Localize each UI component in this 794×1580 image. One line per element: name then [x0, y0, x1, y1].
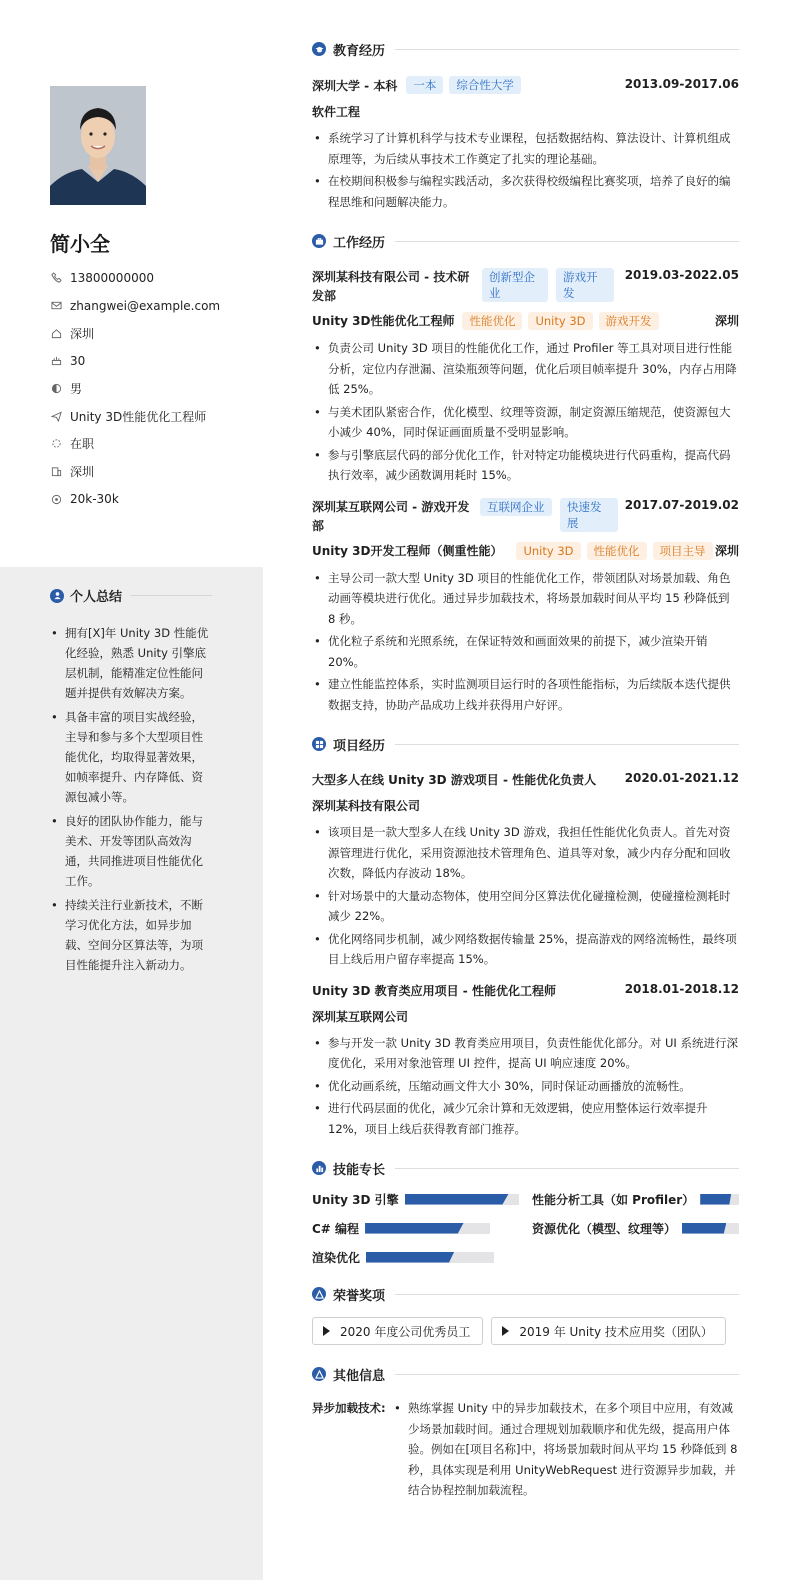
project-bullets — [312, 822, 739, 970]
education-entry — [312, 76, 739, 94]
play-icon — [323, 1326, 330, 1336]
work-header — [312, 230, 739, 252]
skill-bar — [682, 1223, 739, 1234]
other-entry — [312, 1398, 739, 1501]
skill-name: C# 编程 — [312, 1221, 360, 1236]
summary-header — [50, 586, 212, 605]
list-item: • 系统学习了计算机科学与技术专业课程，包括数据结构、算法设计、计算机组成原理等，为后续从事技术工作奠定了扎实的理论基础。 — [312, 128, 739, 169]
building-icon — [50, 466, 62, 478]
list-item: • 在校期间积极参与编程实践活动，多次获得校级编程比赛奖项，培养了良好的编程思维和问题解决能力。 — [312, 171, 739, 212]
school-name: 深圳大学 - 本科 — [312, 79, 398, 93]
other-title: 其他信息 — [333, 1368, 386, 1384]
awards-header — [312, 1283, 739, 1305]
project-header — [312, 982, 739, 999]
project-company: 深圳某科技有限公司 — [312, 799, 421, 813]
summary-section — [50, 586, 212, 979]
company-tag: 创新型企业 — [482, 268, 548, 302]
job-entry — [312, 268, 739, 486]
award-text: 2020 年度公司优秀员工 — [340, 1324, 471, 1339]
projects-header — [312, 733, 739, 755]
user-icon — [50, 589, 64, 603]
job-date: 2017.07-2019.02 — [624, 497, 739, 512]
list-item: • 持续关注行业新技术，不断学习优化方法，如异步加载、空间分区算法等，为项目性能提升注入新动力。 — [50, 895, 212, 975]
list-item: • 优化粒子系统和光照系统，在保证特效和画面效果的前提下，减少渲染开销 20%。 — [312, 631, 739, 672]
avatar — [50, 86, 146, 205]
project-date: 2018.01-2018.12 — [624, 981, 739, 996]
summary-title: 个人总结 — [70, 590, 123, 605]
job-entry — [312, 498, 739, 716]
skill-bar — [405, 1194, 519, 1205]
info-text: 20k-30k — [70, 492, 119, 507]
role-tag: 项目主导 — [653, 542, 713, 560]
work-title: 工作经历 — [333, 235, 386, 251]
awards-title: 荣誉奖项 — [333, 1288, 386, 1304]
list-item: • 熟练掌握 Unity 中的异步加载技术，在多个项目中应用，有效减少场景加载时间。通过合理规划加载顺序和优先级，提高用户体验。例如在[项目名称]中，将场景加载时间从平均 15 秒降低到 8 秒，具体实现是利用 UnityWebRequest 进行资源异步加载，并结合协程控制加载流程。 — [392, 1398, 739, 1501]
skill-item — [532, 1220, 739, 1236]
education-tag: 综合性大学 — [449, 76, 521, 94]
role-tag: 性能优化 — [462, 312, 522, 330]
company-tag: 游戏开发 — [556, 268, 614, 302]
divider — [395, 1168, 739, 1169]
list-item: • 拥有[X]年 Unity 3D 性能优化经验，熟悉 Unity 引擎底层机制，能精准定位性能问题并提供有效解决方案。 — [50, 623, 212, 703]
project-entry — [312, 771, 739, 970]
divider — [395, 241, 739, 242]
project-name: Unity 3D 教育类应用项目 - 性能优化工程师 — [312, 983, 556, 998]
company-tag: 快速发展 — [560, 498, 618, 532]
play-icon — [502, 1326, 509, 1336]
list-item: • 优化网络同步机制，减少网络数据传输量 25%，提高游戏的网络流畅性，最终项目上线后用户留存率提高 15%。 — [312, 929, 739, 970]
list-item: • 具备丰富的项目实战经验，主导和参与多个大型项目性能优化，均取得显著效果，如帧率提升、内存降低、资源包减小等。 — [50, 707, 212, 807]
info-email — [50, 292, 250, 320]
mail-icon — [50, 300, 62, 312]
skill-bar-fill — [366, 1252, 454, 1263]
info-icon — [312, 1367, 326, 1381]
skill-item — [532, 1191, 739, 1207]
divider — [395, 49, 739, 50]
project-date: 2020.01-2021.12 — [624, 771, 739, 785]
divider — [395, 1374, 739, 1375]
skill-name: 资源优化（模型、纹理等） — [532, 1221, 677, 1236]
skills-grid — [312, 1191, 739, 1265]
divider — [395, 1294, 739, 1295]
skill-item — [312, 1249, 494, 1265]
send-icon — [50, 410, 62, 422]
salary-icon — [50, 493, 62, 505]
role-tag: 性能优化 — [587, 542, 647, 560]
info-text: 13800000000 — [70, 270, 154, 285]
list-item: • 参与引擎底层代码的部分优化工作，针对特定功能模块进行代码重构，提高代码执行效率，减少函数调用耗时 15%。 — [312, 445, 739, 486]
job-city: 深圳 — [714, 314, 739, 328]
role-tag: Unity 3D — [528, 312, 592, 330]
info-text: zhangwei@example.com — [70, 298, 221, 313]
divider — [130, 595, 212, 596]
project-entry — [312, 982, 739, 1140]
skill-name: 渲染优化 — [312, 1250, 361, 1265]
project-company: 深圳某互联网公司 — [312, 1009, 409, 1024]
info-text: 深圳 — [70, 465, 95, 480]
projects-title: 项目经历 — [333, 738, 386, 754]
gender-icon — [50, 383, 62, 395]
info-text: 男 — [70, 382, 83, 397]
skill-item — [312, 1220, 490, 1236]
info-salary — [50, 486, 250, 514]
grid-icon — [312, 737, 326, 751]
education-date: 2013.09-2017.06 — [624, 77, 739, 91]
skill-name: Unity 3D 引擎 — [312, 1192, 399, 1207]
cake-icon — [50, 355, 62, 367]
info-position — [50, 402, 250, 430]
divider — [395, 744, 739, 745]
job-city: 深圳 — [714, 543, 739, 558]
skill-bar — [365, 1223, 490, 1234]
job-header — [312, 268, 739, 306]
info-text: 30 — [70, 353, 86, 368]
other-list — [392, 1398, 739, 1501]
info-work-city — [50, 458, 250, 486]
award-text: 2019 年 Unity 技术应用奖（团队） — [519, 1324, 713, 1339]
project-bullets — [312, 1033, 739, 1140]
list-item: • 参与开发一款 Unity 3D 教育类应用项目，负责性能优化部分。对 UI 系统进行深度优化，采用对象池管理 UI 控件，提高 UI 响应速度 20%。 — [312, 1033, 739, 1074]
list-item: • 该项目是一款大型多人在线 Unity 3D 游戏，我担任性能优化负责人。首先对资源管理进行优化，采用资源池技术管理角色、道具等对象，减少内存分配和回收次数，降低内存波动 18%。 — [312, 822, 739, 884]
role-tag: Unity 3D — [516, 542, 580, 560]
profile-name: 简小全 — [50, 232, 110, 256]
info-age — [50, 347, 250, 375]
bar-chart-icon — [312, 1161, 326, 1175]
skills-title: 技能专长 — [333, 1162, 386, 1178]
list-item: • 良好的团队协作能力，能与美术、开发等团队高效沟通，共同推进项目性能优化工作。 — [50, 811, 212, 891]
education-header — [312, 38, 739, 60]
list-item: • 负责公司 Unity 3D 项目的性能优化工作，通过 Profiler 等工具对项目进行性能分析，定位内存泄漏、渲染瓶颈等问题，优化后项目帧率提升 30%，内存占用降低 25%。 — [312, 338, 739, 400]
list-item: • 建立性能监控体系，实时监测项目运行时的各项性能指标，为后续版本迭代提供数据支持，协助产品成功上线并获得用户好评。 — [312, 674, 739, 715]
project-header — [312, 771, 739, 788]
list-item: • 优化动画系统，压缩动画文件大小 30%，同时保证动画播放的流畅性。 — [312, 1076, 739, 1097]
award-item — [312, 1317, 483, 1345]
award-icon — [312, 1287, 326, 1301]
list-item: • 主导公司一款大型 Unity 3D 项目的性能优化工作，带领团队对场景加载、角色动画等模块进行优化。通过异步加载技术，将场景加载时间从平均 15 秒降低到 8 秒。 — [312, 568, 739, 630]
summary-list — [50, 623, 212, 975]
award-item — [491, 1317, 726, 1345]
education-major: 软件工程 — [312, 105, 361, 119]
awards-list — [312, 1317, 739, 1345]
skill-item — [312, 1191, 519, 1207]
home-icon — [50, 327, 62, 339]
info-status — [50, 430, 250, 458]
skills-header — [312, 1157, 739, 1179]
job-role-row — [312, 312, 739, 330]
list-item: • 针对场景中的大量动态物体，使用空间分区算法优化碰撞检测，使碰撞检测耗时减少 22%。 — [312, 886, 739, 927]
other-header — [312, 1363, 739, 1385]
project-name: 大型多人在线 Unity 3D 游戏项目 - 性能优化负责人 — [312, 773, 597, 787]
info-text: 深圳 — [70, 326, 95, 341]
job-header — [312, 498, 739, 536]
job-bullets — [312, 338, 739, 486]
skill-bar — [366, 1252, 494, 1263]
job-role: Unity 3D性能优化工程师 — [312, 314, 455, 328]
education-title: 教育经历 — [333, 43, 386, 59]
job-bullets — [312, 568, 739, 716]
status-icon — [50, 438, 62, 450]
education-tag: 一本 — [406, 76, 443, 94]
company-name: 深圳某互联网公司 - 游戏开发部 — [312, 499, 470, 533]
skill-bar-fill — [700, 1194, 731, 1205]
job-date: 2019.03-2022.05 — [624, 268, 739, 282]
job-role-row — [312, 542, 739, 560]
role-tag: 游戏开发 — [599, 312, 659, 330]
info-text: Unity 3D性能优化工程师 — [70, 409, 207, 424]
briefcase-icon — [312, 234, 326, 248]
company-tag: 互联网企业 — [480, 498, 552, 516]
contact-info-list — [50, 264, 250, 513]
main-content — [312, 38, 739, 1501]
company-name: 深圳某科技有限公司 - 技术研发部 — [312, 270, 470, 303]
list-item: • 与美术团队紧密合作，优化模型、纹理等资源，制定资源压缩规范，使资源包大小减少 40%，同时保证画面质量不受明显影响。 — [312, 402, 739, 443]
info-phone — [50, 264, 250, 292]
skill-bar — [700, 1194, 739, 1205]
job-role: Unity 3D开发工程师（侧重性能） — [312, 543, 503, 558]
education-bullets — [312, 128, 739, 212]
skill-bar-fill — [682, 1223, 726, 1234]
phone-icon — [50, 272, 62, 284]
graduation-cap-icon — [312, 42, 326, 56]
info-location — [50, 319, 250, 347]
info-gender — [50, 375, 250, 403]
skill-name: 性能分析工具（如 Profiler） — [532, 1192, 695, 1207]
other-label: 异步加载技术: — [312, 1401, 386, 1415]
info-text: 在职 — [70, 437, 95, 452]
skill-bar-fill — [365, 1223, 464, 1234]
list-item: • 进行代码层面的优化，减少冗余计算和无效逻辑，使应用整体运行效率提升 12%，项目上线后获得教育部门推荐。 — [312, 1098, 739, 1139]
skill-bar-fill — [405, 1194, 509, 1205]
